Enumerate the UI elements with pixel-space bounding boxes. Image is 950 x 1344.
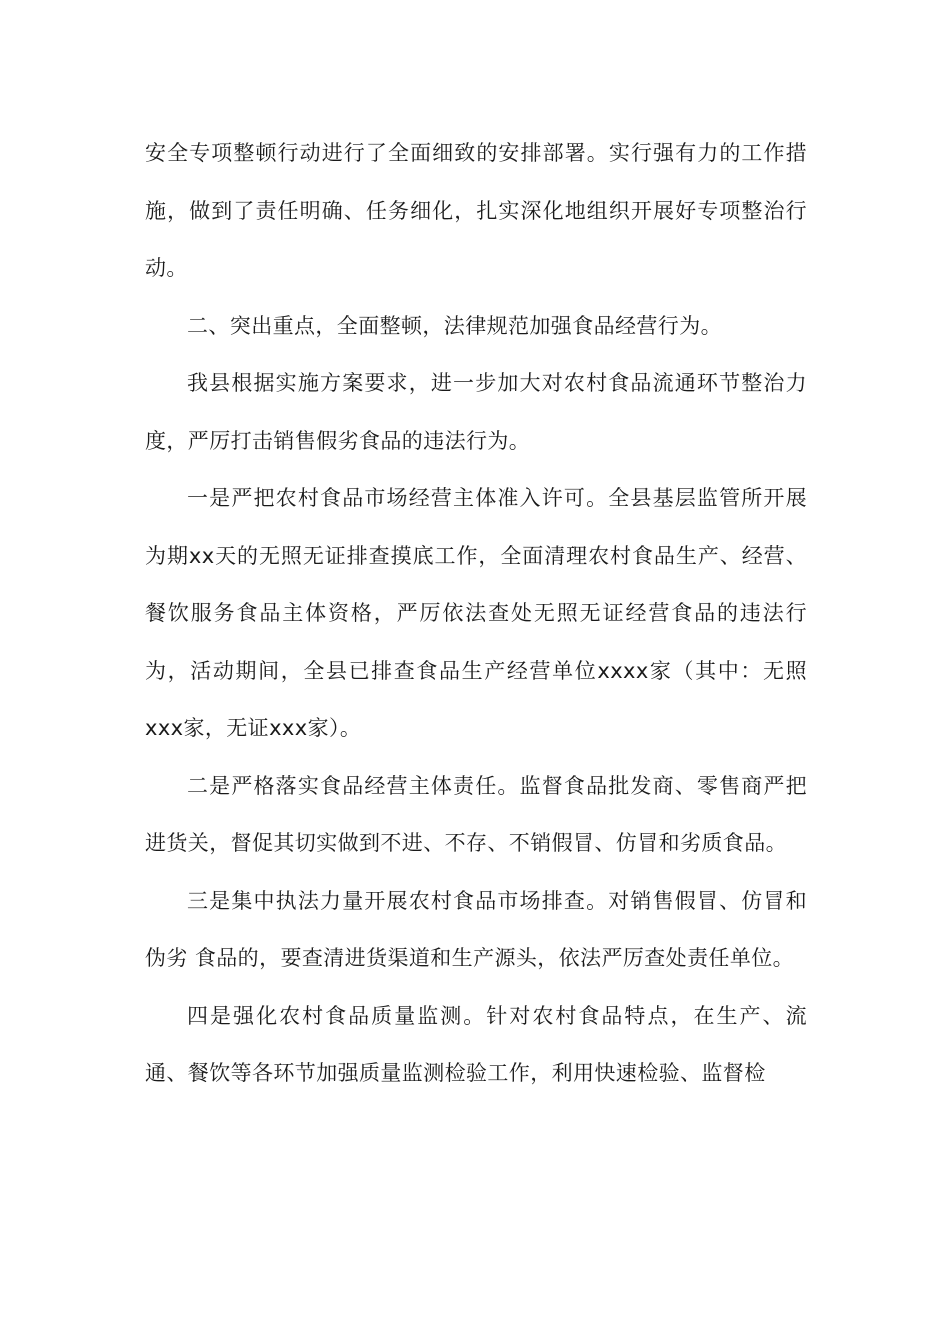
paragraph-4: 一是严把农村食品市场经营主体准入许可。全县基层监管所开展为期xx天的无照无证排查摸底工作，全面清理农村食品生产、经营、餐饮服务食品主体资格，严厉依法查处无照无证经营食品的违法行为，活动期间，全县已排查食品生产经营单位xxxx家（其中：无照xxx家，无证xxx家）。 — [145, 486, 807, 740]
paragraph-5: 二是严格落实食品经营主体责任。监督食品批发商、零售商严把进货关，督促其切实做到不进、不存、不销假冒、仿冒和劣质食品。 — [145, 773, 807, 855]
paragraph-3: 我县根据实施方案要求，进一步加大对农村食品流通环节整治力度，严厉打击销售假劣食品的违法行为。 — [145, 371, 807, 453]
paragraph-1: 安全专项整顿行动进行了全面细致的安排部署。实行强有力的工作措施，做到了责任明确、任务细化，扎实深化地组织开展好专项整治行动。 — [145, 141, 807, 280]
paragraph-7: 四是强化农村食品质量监测。针对农村食品特点，在生产、流通、餐饮等各环节加强质量监测检验工作，利用快速检验、监督检 — [145, 1003, 807, 1085]
paragraph-6: 三是集中执法力量开展农村食品市场排查。对销售假冒、仿冒和伪劣 食品的，要查清进货渠道和生产源头，依法严厉查处责任单位。 — [145, 888, 807, 970]
paragraph-2-heading: 二、突出重点，全面整顿，法律规范加强食品经营行为。 — [187, 313, 722, 338]
document-body — [145, 125, 807, 1103]
